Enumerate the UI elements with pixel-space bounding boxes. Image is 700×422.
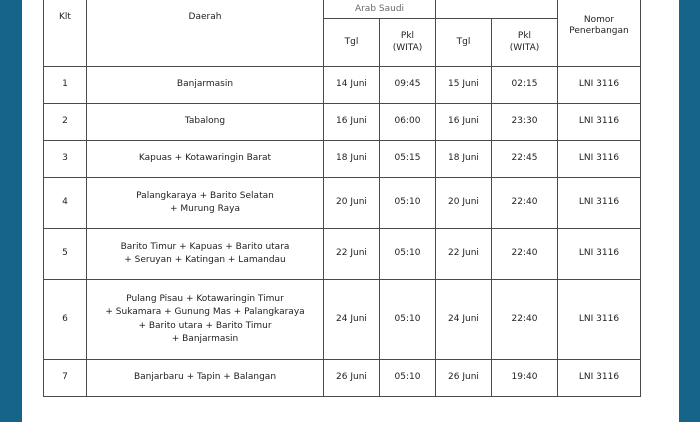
tgl-depart-cell: 14 Juni (324, 67, 380, 104)
flight-number-cell: LNI 3116 (558, 104, 641, 141)
klt-cell: 1 (44, 67, 87, 104)
tgl-depart-cell: 18 Juni (324, 141, 380, 178)
tgl-depart-cell: 16 Juni (324, 104, 380, 141)
pkl-depart-cell: 05:10 (380, 360, 436, 397)
daerah-cell (87, 360, 324, 397)
pkl-depart-cell: 05:10 (380, 178, 436, 229)
header-row-top (44, 0, 641, 19)
tgl-depart-cell: 24 Juni (324, 280, 380, 360)
daerah-cell (87, 280, 324, 360)
table-row (44, 67, 641, 104)
pkl-header-1-line2: (WITA) (392, 42, 423, 53)
tgl-header-2: Tgl (436, 19, 492, 67)
tgl-depart-cell: 26 Juni (324, 360, 380, 397)
klt-cell: 3 (44, 141, 87, 178)
tgl-arrive-cell: 16 Juni (436, 104, 492, 141)
pkl-arrive-cell: 22:45 (492, 141, 558, 178)
klt-cell: 4 (44, 178, 87, 229)
klt-cell: 5 (44, 229, 87, 280)
pkl-arrive-cell: 22:40 (492, 178, 558, 229)
daerah-header: Daerah (87, 0, 324, 67)
pkl-arrive-cell: 22:40 (492, 229, 558, 280)
daerah-line: Tabalong (184, 116, 226, 127)
return-group-header (436, 0, 558, 19)
daerah-cell (87, 141, 324, 178)
daerah-cell (87, 104, 324, 141)
pkl-header-2-line1: Pkl (517, 30, 532, 41)
daerah-line: Barito Timur + Kapuas + Barito utara (120, 241, 290, 252)
pkl-arrive-cell: 19:40 (492, 360, 558, 397)
flight-number-cell: LNI 3116 (558, 229, 641, 280)
tgl-arrive-cell: 22 Juni (436, 229, 492, 280)
pkl-header-1 (380, 19, 436, 67)
daerah-line: + Murung Raya (170, 204, 240, 214)
flight-number-header-line2: Penerbangan (569, 26, 629, 37)
tgl-depart-cell: 20 Juni (324, 178, 380, 229)
flight-number-cell: LNI 3116 (558, 141, 641, 178)
tgl-arrive-cell: 15 Juni (436, 67, 492, 104)
daerah-line: + Barito utara + Barito Timur (138, 320, 272, 331)
pkl-depart-cell: 05:10 (380, 229, 436, 280)
flight-number-header-line1: Nomor (583, 15, 615, 25)
pkl-header-2 (492, 19, 558, 67)
table-row (44, 104, 641, 141)
klt-cell: 2 (44, 104, 87, 141)
daerah-line: + Seruyan + Katingan + Lamandau (124, 255, 286, 265)
pkl-depart-cell: 05:15 (380, 141, 436, 178)
pkl-arrive-cell: 23:30 (492, 104, 558, 141)
flight-number-cell: LNI 3116 (558, 178, 641, 229)
arrival-group-header: Arab Saudi (324, 0, 436, 19)
flight-schedule-table (43, 0, 641, 397)
pkl-header-2-line2: (WITA) (509, 42, 540, 53)
daerah-line: Kapuas + Kotawaringin Barat (138, 153, 272, 164)
daerah-line: + Sukamara + Gunung Mas + Palangkaraya (105, 307, 305, 318)
pkl-depart-cell: 09:45 (380, 67, 436, 104)
daerah-cell (87, 178, 324, 229)
table-row (44, 280, 641, 360)
klt-cell: 6 (44, 280, 87, 360)
daerah-line: Palangkaraya + Barito Selatan (136, 190, 274, 201)
daerah-cell (87, 229, 324, 280)
table-row (44, 360, 641, 397)
tgl-arrive-cell: 18 Juni (436, 141, 492, 178)
tgl-arrive-cell: 20 Juni (436, 178, 492, 229)
flight-number-cell: LNI 3116 (558, 280, 641, 360)
daerah-line: Pulang Pisau + Kotawaringin Timur (126, 294, 284, 305)
tgl-arrive-cell: 26 Juni (436, 360, 492, 397)
klt-cell: 7 (44, 360, 87, 397)
tgl-arrive-cell: 24 Juni (436, 280, 492, 360)
pkl-depart-cell: 05:10 (380, 280, 436, 360)
flight-number-cell: LNI 3116 (558, 67, 641, 104)
pkl-depart-cell: 06:00 (380, 104, 436, 141)
table-row (44, 141, 641, 178)
daerah-line: + Banjarmasin (171, 333, 239, 344)
tgl-header-1: Tgl (324, 19, 380, 67)
pkl-arrive-cell: 22:40 (492, 280, 558, 360)
daerah-cell (87, 67, 324, 104)
daerah-line: Banjarmasin (176, 79, 234, 90)
pkl-arrive-cell: 02:15 (492, 67, 558, 104)
flight-number-cell: LNI 3116 (558, 360, 641, 397)
tgl-depart-cell: 22 Juni (324, 229, 380, 280)
klt-header: Klt (44, 0, 87, 67)
flight-number-header (558, 0, 641, 67)
table-row (44, 178, 641, 229)
table-row (44, 229, 641, 280)
daerah-line: Banjarbaru + Tapin + Balangan (133, 372, 277, 383)
pkl-header-1-line1: Pkl (400, 30, 415, 41)
